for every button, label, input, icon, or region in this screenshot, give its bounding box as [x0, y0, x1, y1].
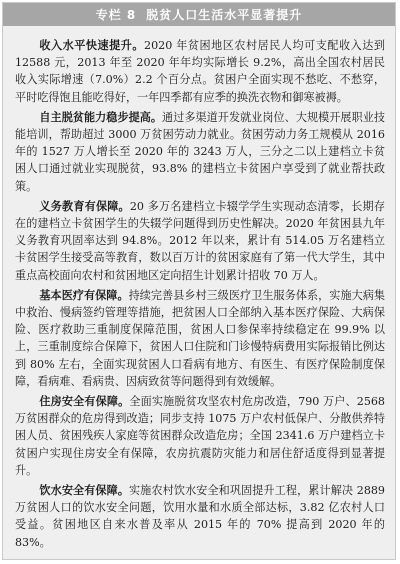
paragraph-income: [15, 37, 385, 106]
paragraph-medical: [15, 287, 385, 390]
paragraph-text: 2020 年贫困地区农村居民人均可支配收入达到 12588 元，2013 年至 2020 年年均实际增长 9.2%，高出全国农村居民收入实际增速（7.0%）2.2 个百分点。贫困户全面实现不愁吃、不愁穿，平时吃得饱且能吃得好，一年四季都有应季的换洗衣物和御寒被褥。: [15, 39, 385, 104]
paragraph-education: [15, 198, 385, 284]
paragraph-lead: 自主脱贫能力稳步提高。: [39, 110, 163, 124]
paragraph-lead: 义务教育有保障。: [39, 199, 130, 213]
paragraph-text: 持续完善县乡村三级医疗卫生服务体系，实施大病集中救治、慢病签约管理等措施，把贫困人口全部纳入基本医疗保险、大病保险、医疗救助三重制度保障范围，贫困人口参保率持续稳定在 99.9% 以上，三重制度综合保障下，贫困人口住院和门诊慢特病费用实际报销比例达到 80% 左右，全面实现贫困人口看病有地方、有医生、有医疗保险制度保障，看病难、看病贵、因病致贫等问题得到有效缓解。: [15, 288, 385, 388]
paragraph-lead: 收入水平快速提升。: [39, 39, 145, 52]
paragraph-water: [15, 482, 385, 551]
feature-box: [2, 2, 396, 560]
paragraph-lead: 饮水安全有保障。: [39, 484, 130, 498]
box-content: [15, 37, 385, 554]
paragraph-text: 20 多万名建档立卡辍学学生实现动态清零，长期存在的建档立卡贫困学生的失辍学问题得到历史性解决。2020 年贫困县九年义务教育巩固率达到 94.8%。2012 年以来，累计有 514.05 万名建档立卡贫困学生接受高等教育，数以百万计的贫困家庭有了第一代大学生，其中重点高校面向农村和贫困地区定向招生计划累计招收 70 万人。: [15, 199, 385, 282]
box-title: 脱贫人口生活水平显著提升: [146, 8, 303, 22]
paragraph-housing: [15, 393, 385, 479]
paragraph-text: 全面实施脱贫攻坚农村危房改造，790 万户、2568 万贫困群众的危房得到改造；同步支持 1075 万户农村低保户、分散供养特困人员、贫困残疾人家庭等贫困群众改造危房；全国 2341.6 万户建档立卡贫困户实现住房安全有保障，农房抗震防灾能力和居住舒适度得到显著提升。: [15, 395, 385, 477]
paragraph-self-reliance: [15, 109, 385, 195]
paragraph-text: 实施农村饮水安全和巩固提升工程，累计解决 2889 万贫困人口的饮水安全问题，饮用水量和水质全部达标，3.82 亿农村人口受益。贫困地区自来水普及率从 2015 年的 70% 提高到 2020 年的 83%。: [15, 484, 385, 549]
paragraph-lead: 住房安全有保障。: [39, 395, 130, 409]
paragraph-lead: 基本医疗有保障。: [39, 288, 129, 302]
box-title-bar: [3, 3, 395, 26]
paragraph-text: 通过多渠道开发就业岗位、大规模开展职业技能培训，帮助超过 3000 万贫困劳动力就业。贫困劳动力务工规模从 2016 年的 1527 万人增长至 2020 年的 3243 万人，三分之二以上建档立卡贫困人口通过就业实现脱贫，93.8% 的建档立卡贫困户享受到了就业帮扶政策。: [15, 110, 385, 193]
box-label: 专栏 8: [95, 8, 137, 22]
